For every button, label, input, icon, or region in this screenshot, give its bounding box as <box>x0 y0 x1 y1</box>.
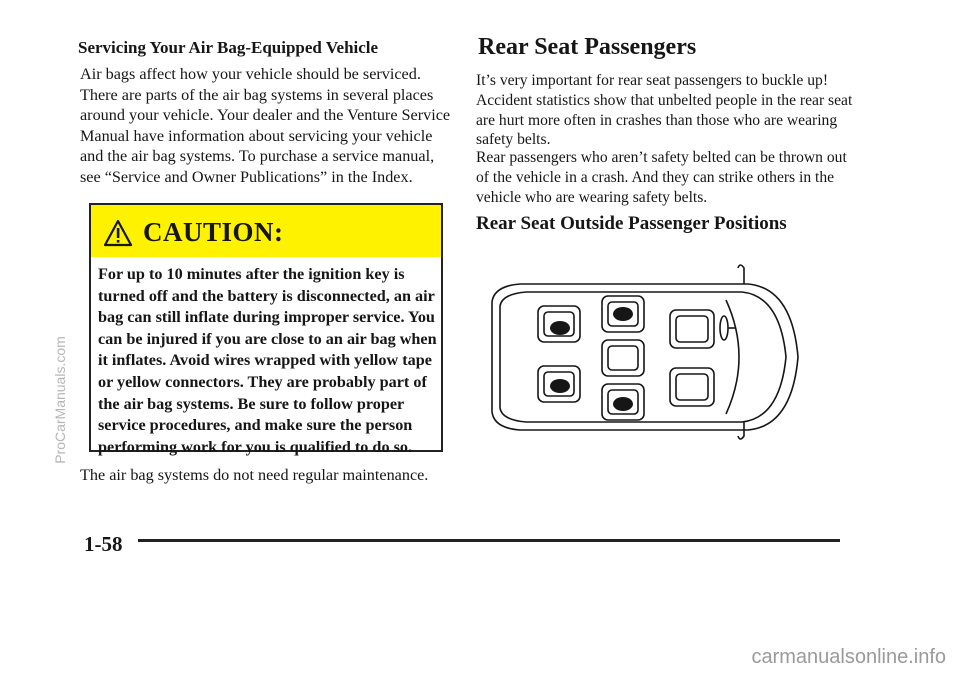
footer-watermark: carmanualsonline.info <box>751 646 946 668</box>
page-number: 1-58 <box>84 532 123 556</box>
outside-positions-heading: Rear Seat Outside Passenger Positions <box>476 213 787 234</box>
section-heading-servicing: Servicing Your Air Bag-Equipped Vehicle <box>78 38 379 57</box>
footer-rule <box>138 539 840 542</box>
rear-seat-paragraph-2: Rear passengers who aren’t safety belted can be thrown out of the vehicle in a crash. And they can strike others in the vehicle who are wearing safety belts. <box>476 149 847 206</box>
warning-triangle-icon <box>103 219 133 247</box>
section-heading-rear-seat: Rear Seat Passengers <box>478 34 697 60</box>
caution-body-text: For up to 10 minutes after the ignition key is turned off and the battery is disconnected, an air bag can still inflate during improper service. You can be injured if you are close to an air bag when it inflates. Avoid wires wrapped with yellow tape or yellow connectors. They are probably part of the air bag systems. Be sure to follow proper service procedures, and make sure the person performing work for you is qualified to do so. <box>98 265 437 456</box>
caution-title <box>103 217 284 248</box>
side-watermark: ProCarManuals.com <box>52 336 68 464</box>
van-seating-diagram <box>480 262 820 457</box>
rear-seat-paragraph-1: It’s very important for rear seat passengers to buckle up! Accident statistics show that unbelted people in the rear seat are hurt more often in crashes than those who are wearing safety belts. <box>476 72 853 149</box>
servicing-paragraph: Air bags affect how your vehicle should be serviced. There are parts of the air bag systems in several places around your vehicle. Your dealer and the Venture Service Manual have information about servicing your vehicle and the air bag systems. To purchase a service manual, see “Service and Owner Publications” in the Index. <box>80 65 451 186</box>
closing-paragraph: The air bag systems do not need regular maintenance. <box>80 466 429 484</box>
caution-title-text: CAUTION: <box>143 217 284 247</box>
